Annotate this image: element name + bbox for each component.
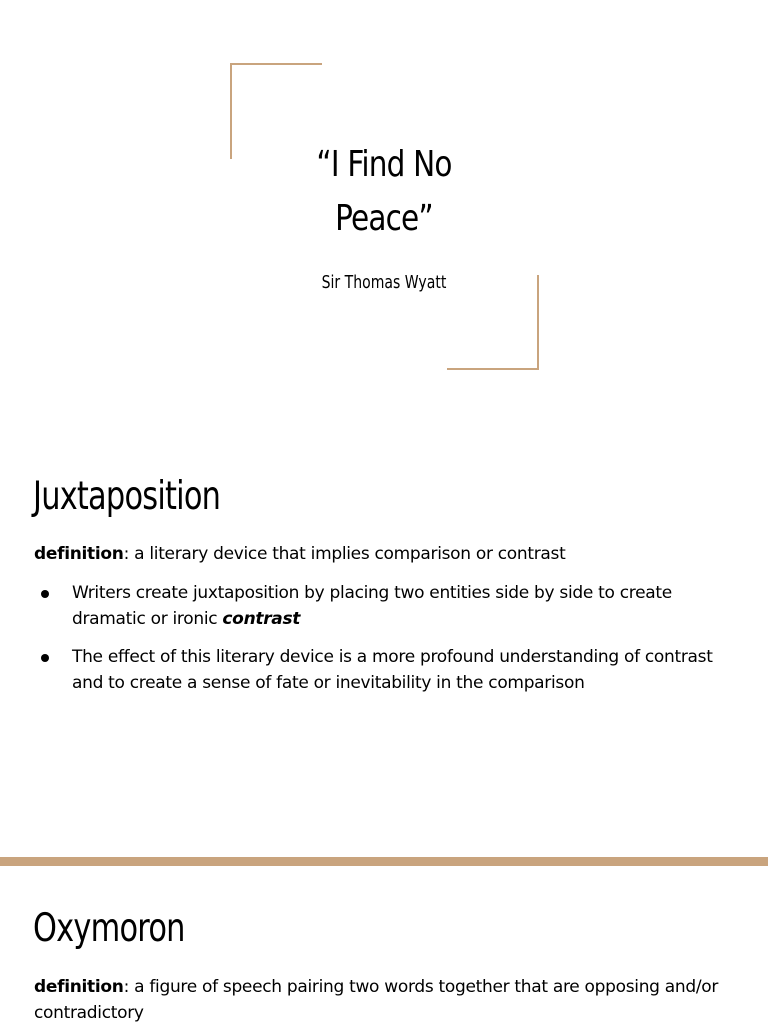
bullet-dot-icon — [41, 654, 49, 662]
bullet-dot-icon — [41, 590, 49, 598]
bullet-text: The effect of this literary device is a more profound understanding of contrast and to create a sense of fate or inevitability in the comparison — [72, 647, 713, 693]
definition-term: definition — [34, 544, 124, 564]
oxymoron-definition — [34, 974, 734, 1024]
poem-title-line-2: Peace” — [335, 198, 433, 239]
bullet-item — [34, 580, 734, 632]
oxymoron-slide — [0, 866, 768, 1024]
poem-author: Sir Thomas Wyatt — [321, 272, 447, 293]
bullet-emphasis: contrast — [222, 609, 301, 629]
bottom-right-corner-accent — [447, 275, 539, 370]
poem-title-line-1: “I Find No — [316, 144, 452, 185]
juxtaposition-definition — [34, 541, 734, 567]
juxtaposition-heading: Juxtaposition — [33, 474, 221, 519]
definition-text: : a literary device that implies comparison or contrast — [123, 544, 566, 564]
juxtaposition-slide — [0, 430, 768, 857]
poem-title — [261, 138, 507, 246]
bullet-text: Writers create juxtaposition by placing two entities side by side to create dramatic or ironic — [72, 583, 672, 629]
juxtaposition-bullet-list — [34, 580, 734, 708]
bullet-item — [34, 644, 734, 696]
slide-divider — [0, 857, 768, 866]
oxymoron-heading: Oxymoron — [33, 906, 185, 951]
title-slide — [0, 0, 768, 430]
definition-term: definition — [34, 977, 124, 997]
definition-text: : a figure of speech pairing two words together that are opposing and/or contradictory — [34, 977, 719, 1023]
